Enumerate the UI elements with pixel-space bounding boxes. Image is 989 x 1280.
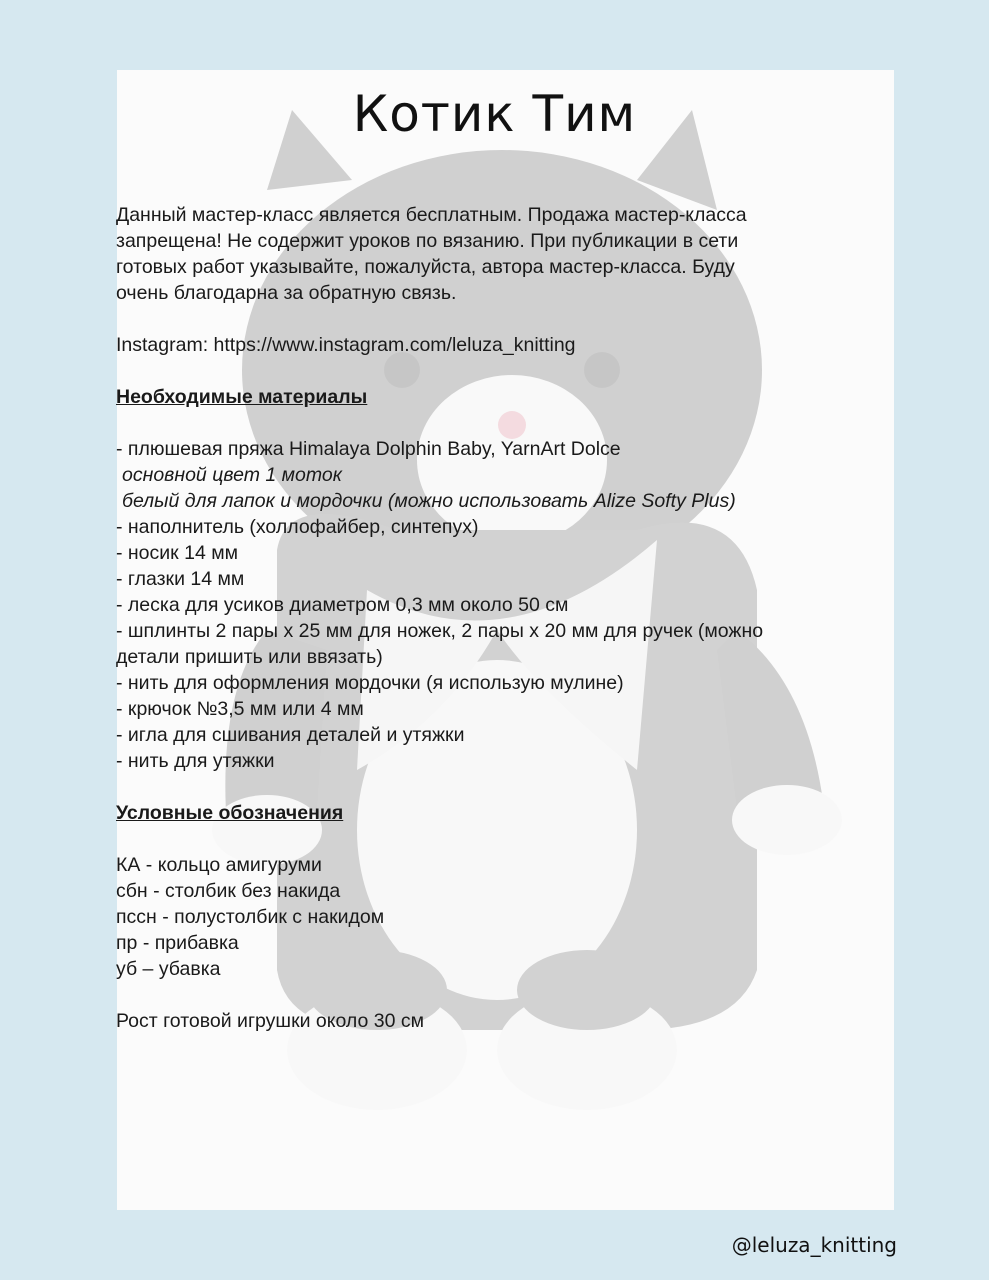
materials-heading: Необходимые материалы — [116, 386, 368, 408]
materials-item: - плюшевая пряжа Himalaya Dolphin Baby, YarnArt Dolce — [116, 438, 621, 460]
materials-item: - леска для усиков диаметром 0,3 мм около 50 см — [116, 594, 569, 616]
footer-handle: @leluza_knitting — [731, 1233, 897, 1257]
legend-list — [116, 852, 876, 982]
intro-line: Данный мастер-класс является бесплатным. Продажа мастер-класса — [116, 204, 747, 226]
materials-item: детали пришить или ввязать) — [116, 646, 383, 668]
intro-line: запрещена! Не содержит уроков по вязанию. При публикации в сети — [116, 230, 739, 252]
materials-list — [116, 436, 876, 774]
materials-item: - носик 14 мм — [116, 542, 239, 564]
materials-item: - глазки 14 мм — [116, 568, 245, 590]
instagram-line: Instagram: https://www.instagram.com/leluza_knitting — [116, 334, 576, 356]
materials-item: - крючок №3,5 мм или 4 мм — [116, 698, 364, 720]
legend-heading: Условные обозначения — [116, 802, 344, 824]
materials-item: - шплинты 2 пары х 25 мм для ножек, 2 пары х 20 мм для ручек (можно — [116, 620, 764, 642]
materials-item: основной цвет 1 моток — [122, 464, 342, 486]
page-title: Котик Тим — [352, 85, 637, 143]
document-body — [116, 202, 876, 1034]
materials-item: - нить для утяжки — [116, 750, 275, 772]
legend-item: сбн - столбик без накида — [116, 880, 341, 902]
height-note: Рост готовой игрушки около 30 см — [116, 1010, 425, 1032]
materials-item: - нить для оформления мордочки (я использую мулине) — [116, 672, 624, 694]
legend-item: пссн - полустолбик с накидом — [116, 906, 385, 928]
materials-item: белый для лапок и мордочки (можно использовать Alize Softy Plus) — [122, 490, 736, 512]
intro-line: очень благодарна за обратную связь. — [116, 282, 457, 304]
materials-item: - игла для сшивания деталей и утяжки — [116, 724, 465, 746]
legend-item: пр - прибавка — [116, 932, 239, 954]
legend-item: КА - кольцо амигуруми — [116, 854, 322, 876]
materials-item: - наполнитель (холлофайбер, синтепух) — [116, 516, 479, 538]
legend-item: уб – убавка — [116, 958, 221, 980]
intro-line: готовых работ указывайте, пожалуйста, автора мастер-класса. Буду — [116, 256, 735, 278]
